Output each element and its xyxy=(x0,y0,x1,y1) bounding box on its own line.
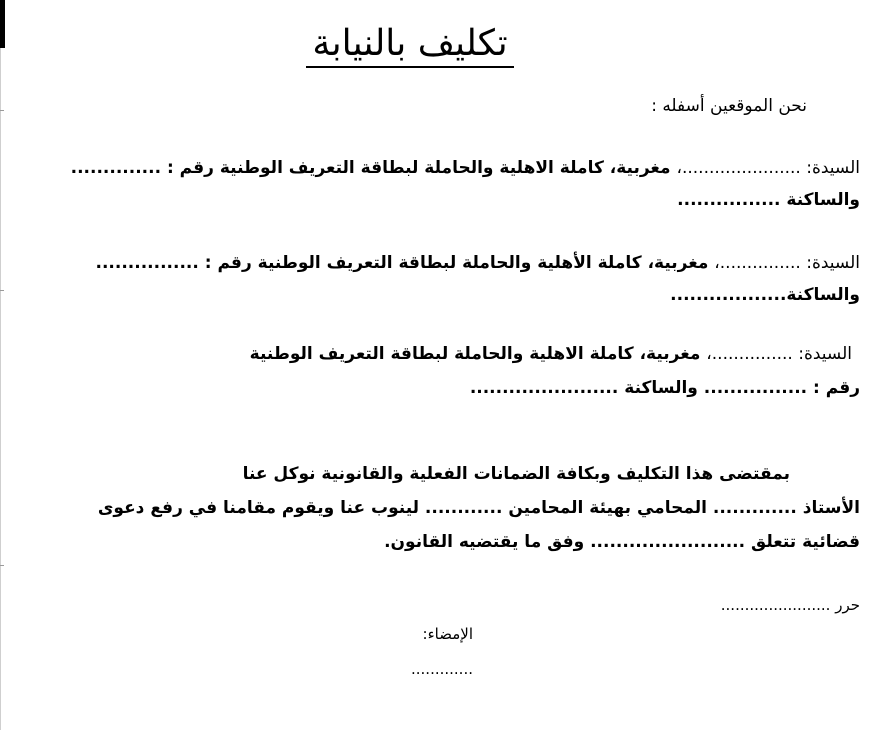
mandate-line-2: الأستاذ ............. المحامي بهيئة المحامين ............ لينوب عنا ويقوم مقامنا في رفع دعوى xyxy=(97,498,860,518)
person-3-line xyxy=(250,341,852,367)
mandate-line-1: بمقتضى هذا التكليف وبكافة الضمانات الفعلية والقانونية نوكل عنا xyxy=(242,464,790,484)
person-3-label: السيدة: ...............، xyxy=(706,344,852,364)
person-1-line xyxy=(71,155,860,181)
document-title xyxy=(0,18,820,70)
person-1-label: السيدة: ......................، xyxy=(676,158,860,178)
signature-line: ............. xyxy=(411,660,473,678)
person-2-label: السيدة: ...............، xyxy=(714,253,860,273)
written-at-line: حرر ....................... xyxy=(720,596,860,614)
person-3-residence: رقم : ................ والساكنة ....................... xyxy=(469,378,860,398)
person-3-text: مغربية، كاملة الاهلية والحاملة لبطاقة التعريف الوطنية xyxy=(249,344,707,364)
person-2-residence: والساكنة.................. xyxy=(670,285,860,305)
person-2-text: مغربية، كاملة الأهلية والحاملة لبطاقة التعريف الوطنية رقم : ................ xyxy=(95,253,715,273)
person-1-residence: والساكنة ................ xyxy=(677,190,860,210)
intro-line: نحن الموقعين أسفله : xyxy=(651,96,807,116)
person-2-line xyxy=(96,250,860,276)
document-title-text: تكليف بالنيابة xyxy=(306,23,513,68)
signature-label: الإمضاء: xyxy=(422,625,473,643)
person-1-text: مغربية، كاملة الاهلية والحاملة لبطاقة التعريف الوطنية رقم : .............. xyxy=(70,158,677,178)
mandate-line-3: قضائية تتعلق ........................ وفق ما يقتضيه القانون. xyxy=(384,532,860,552)
